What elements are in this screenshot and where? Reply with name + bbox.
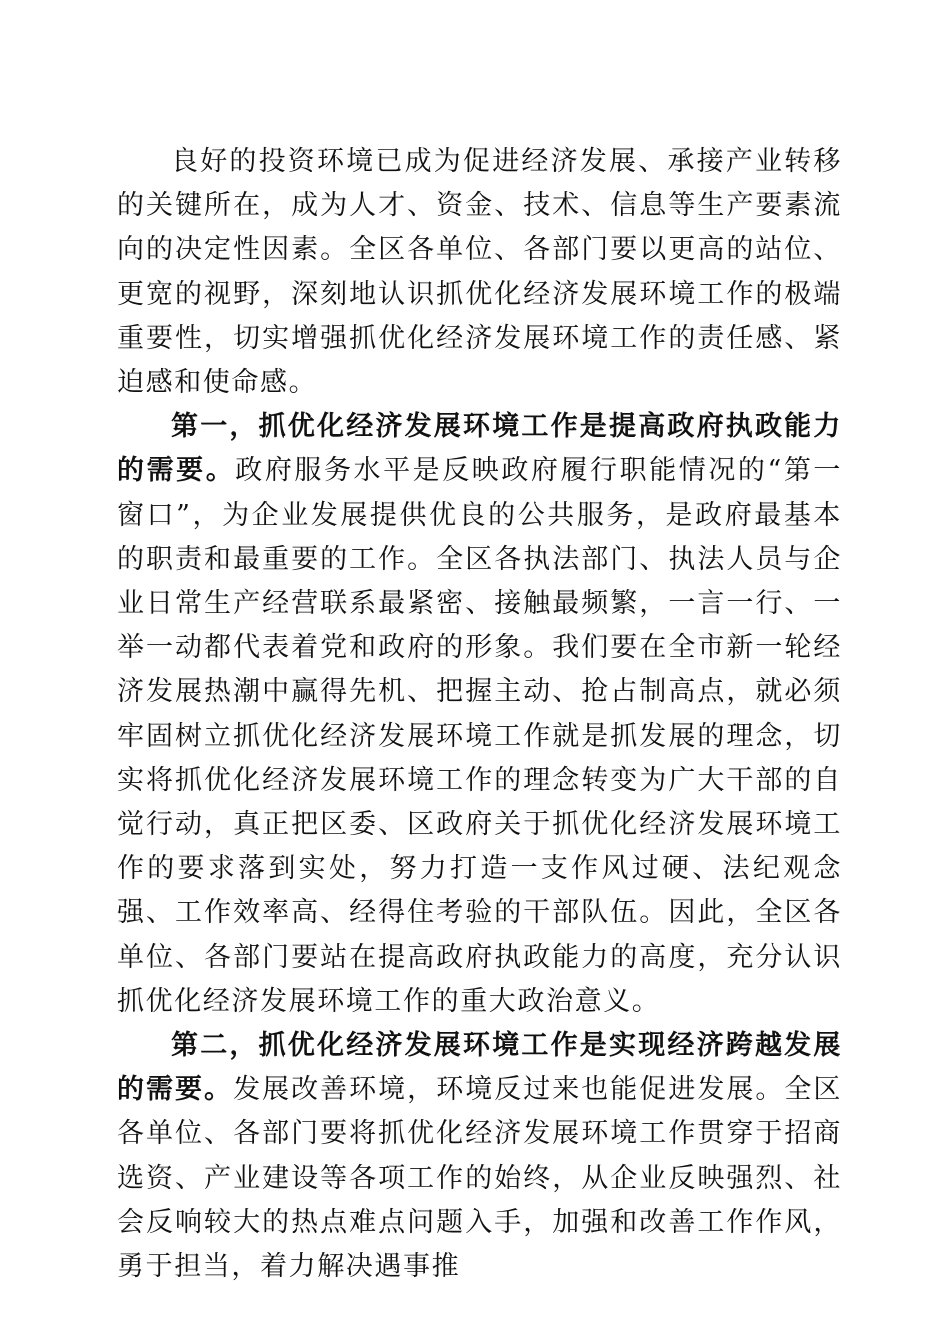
document-body [117, 140, 842, 1289]
paragraph-first-point [117, 405, 842, 1024]
paragraph-second-point [117, 1024, 842, 1289]
paragraph-investment-environment [117, 140, 842, 405]
paragraph-text: 良好的投资环境已成为促进经济发展、承接产业转移的关键所在，成为人才、资金、技术、信息等生产要素流向的决定性因素。全区各单位、各部门要以更高的站位、更宽的视野，深刻地认识抓优化经济发展环境工作的极端重要性，切实增强抓优化经济发展环境工作的责任感、紧迫感和使命感。 [117, 146, 842, 399]
paragraph-text: 发展改善环境，环境反过来也能促进发展。全区各单位、各部门要将抓优化经济发展环境工作贯穿于招商选资、产业建设等各项工作的始终，从企业反映强烈、社会反响较大的热点难点问题入手，加强和改善工作作风，勇于担当，着力解决遇事推 [117, 1074, 842, 1283]
paragraph-heading: 第二，抓优化经济发展环境工作是实现经济跨越发展的需要。 [117, 1030, 842, 1106]
paragraph-text: 政府服务水平是反映政府履行职能情况的“第一窗口”，为企业发展提供优良的公共服务，是政府最基本的职责和最重要的工作。全区各执法部门、执法人员与企业日常生产经营联系最紧密、接触最频繁，一言一行、一举一动都代表着党和政府的形象。我们要在全市新一轮经济发展热潮中赢得先机、把握主动、抢占制高点，就必须牢固树立抓优化经济发展环境工作就是抓发展的理念，切实将抓优化经济发展环境工作的理念转变为广大干部的自觉行动，真正把区委、区政府关于抓优化经济发展环境工作的要求落到实处，努力打造一支作风过硬、法纪观念强、工作效率高、经得住考验的干部队伍。因此，全区各单位、各部门要站在提高政府执政能力的高度，充分认识抓优化经济发展环境工作的重大政治意义。 [117, 455, 842, 1017]
paragraph-heading: 第一，抓优化经济发展环境工作是提高政府执政能力的需要。 [117, 411, 842, 487]
